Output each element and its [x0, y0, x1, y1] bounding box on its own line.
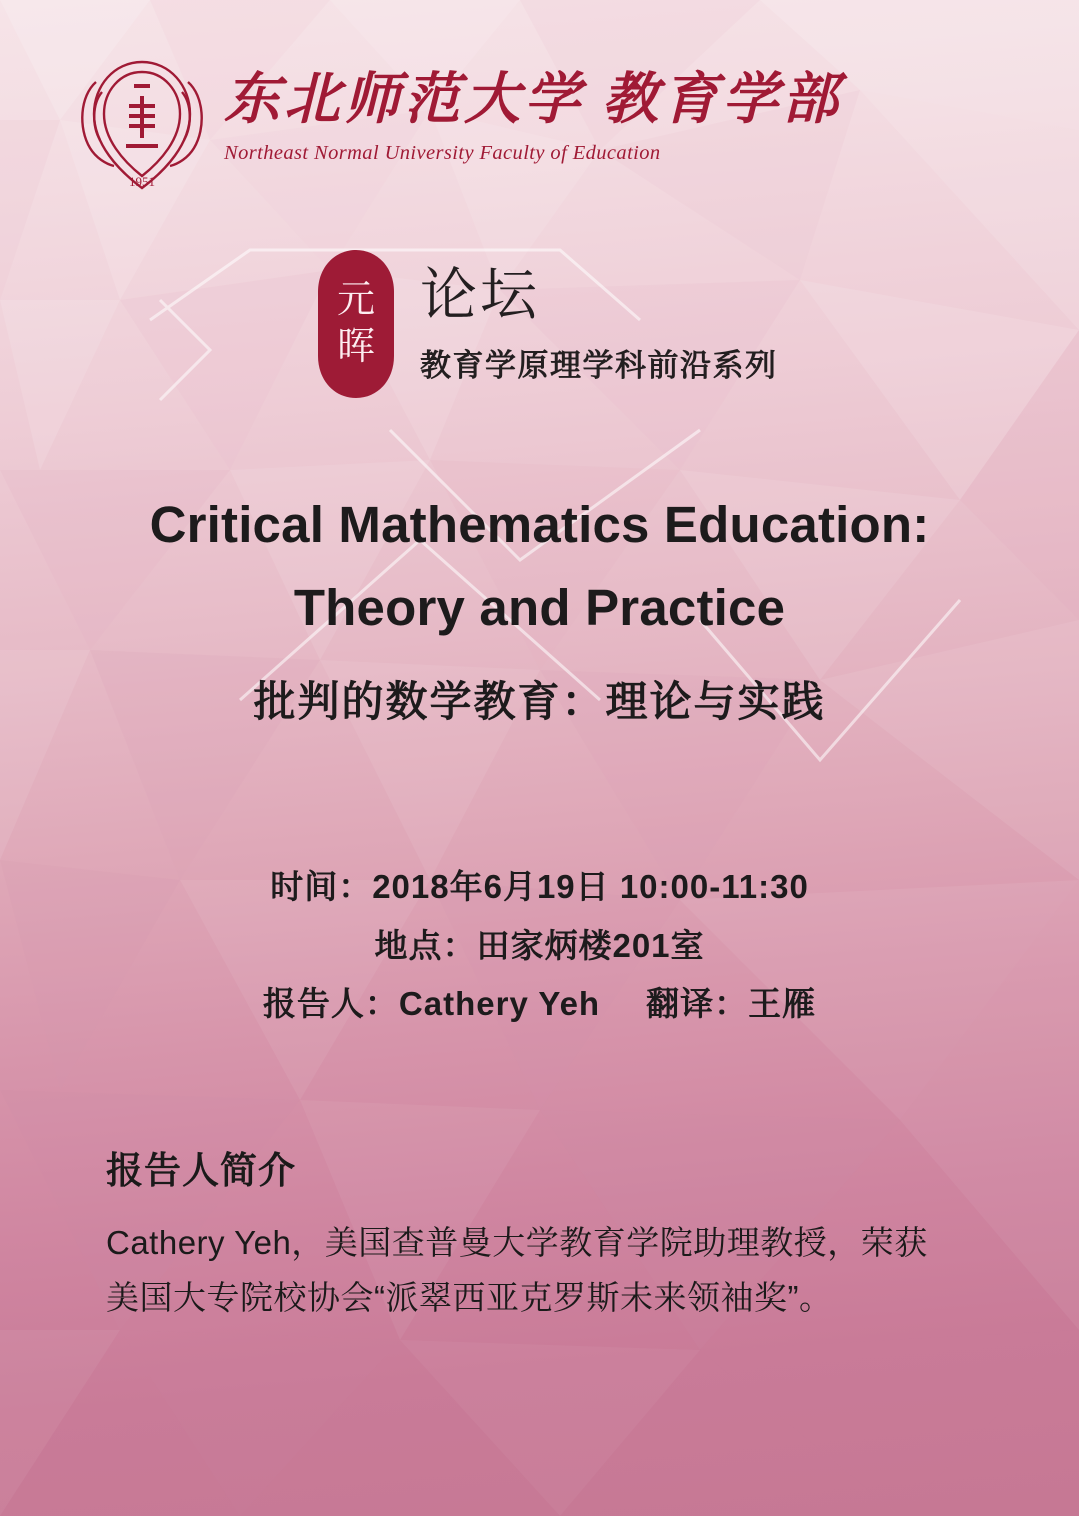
event-details	[0, 858, 1079, 1034]
event-time-label: 时间：	[270, 868, 373, 905]
university-name-en: Northeast Normal University Faculty of Education	[224, 141, 661, 164]
university-name-cn: 东北师范大学 教育学部	[224, 69, 842, 131]
event-place-value: 田家炳楼201室	[476, 926, 705, 964]
university-logo	[74, 52, 842, 202]
event-speaker-value: Cathery Yeh	[398, 985, 601, 1023]
bio-line2: 美国大专院校协会“派翠西亚克罗斯未来领袖奖”。	[106, 1279, 833, 1317]
event-time-value: 2018年6月19日 10:00-11:30	[372, 868, 809, 905]
forum-series: 教育学原理学科前沿系列	[420, 348, 778, 384]
crest-year-text: 1951	[129, 174, 155, 189]
event-translator-value: 王雁	[748, 985, 817, 1023]
forum-identity	[314, 248, 778, 400]
seal-char-top: 元	[336, 278, 375, 321]
event-time-row	[0, 858, 1079, 917]
event-speaker-row	[0, 975, 1079, 1034]
bio-line1: Cathery Yeh，美国查普曼大学教育学院助理教授，荣获	[106, 1224, 928, 1261]
event-translator-label: 翻译：	[646, 985, 749, 1023]
event-place-row	[0, 917, 1079, 976]
forum-name: 论坛	[420, 262, 540, 327]
bio-heading: 报告人简介	[106, 1150, 296, 1191]
yuanhui-seal-icon	[314, 248, 398, 400]
title-en-line2: Theory and Practice	[293, 578, 786, 636]
seal-characters	[314, 248, 398, 400]
lecture-title	[0, 484, 1079, 729]
seal-char-bottom: 晖	[336, 326, 375, 368]
event-speaker-label: 报告人：	[262, 985, 399, 1023]
university-crest-icon	[74, 52, 210, 202]
title-cn: 批判的数学教育：理论与实践	[253, 678, 826, 726]
speaker-bio	[106, 1140, 986, 1325]
event-place-label: 地点：	[374, 926, 477, 964]
title-en-line1: Critical Mathematics Education:	[149, 496, 930, 553]
